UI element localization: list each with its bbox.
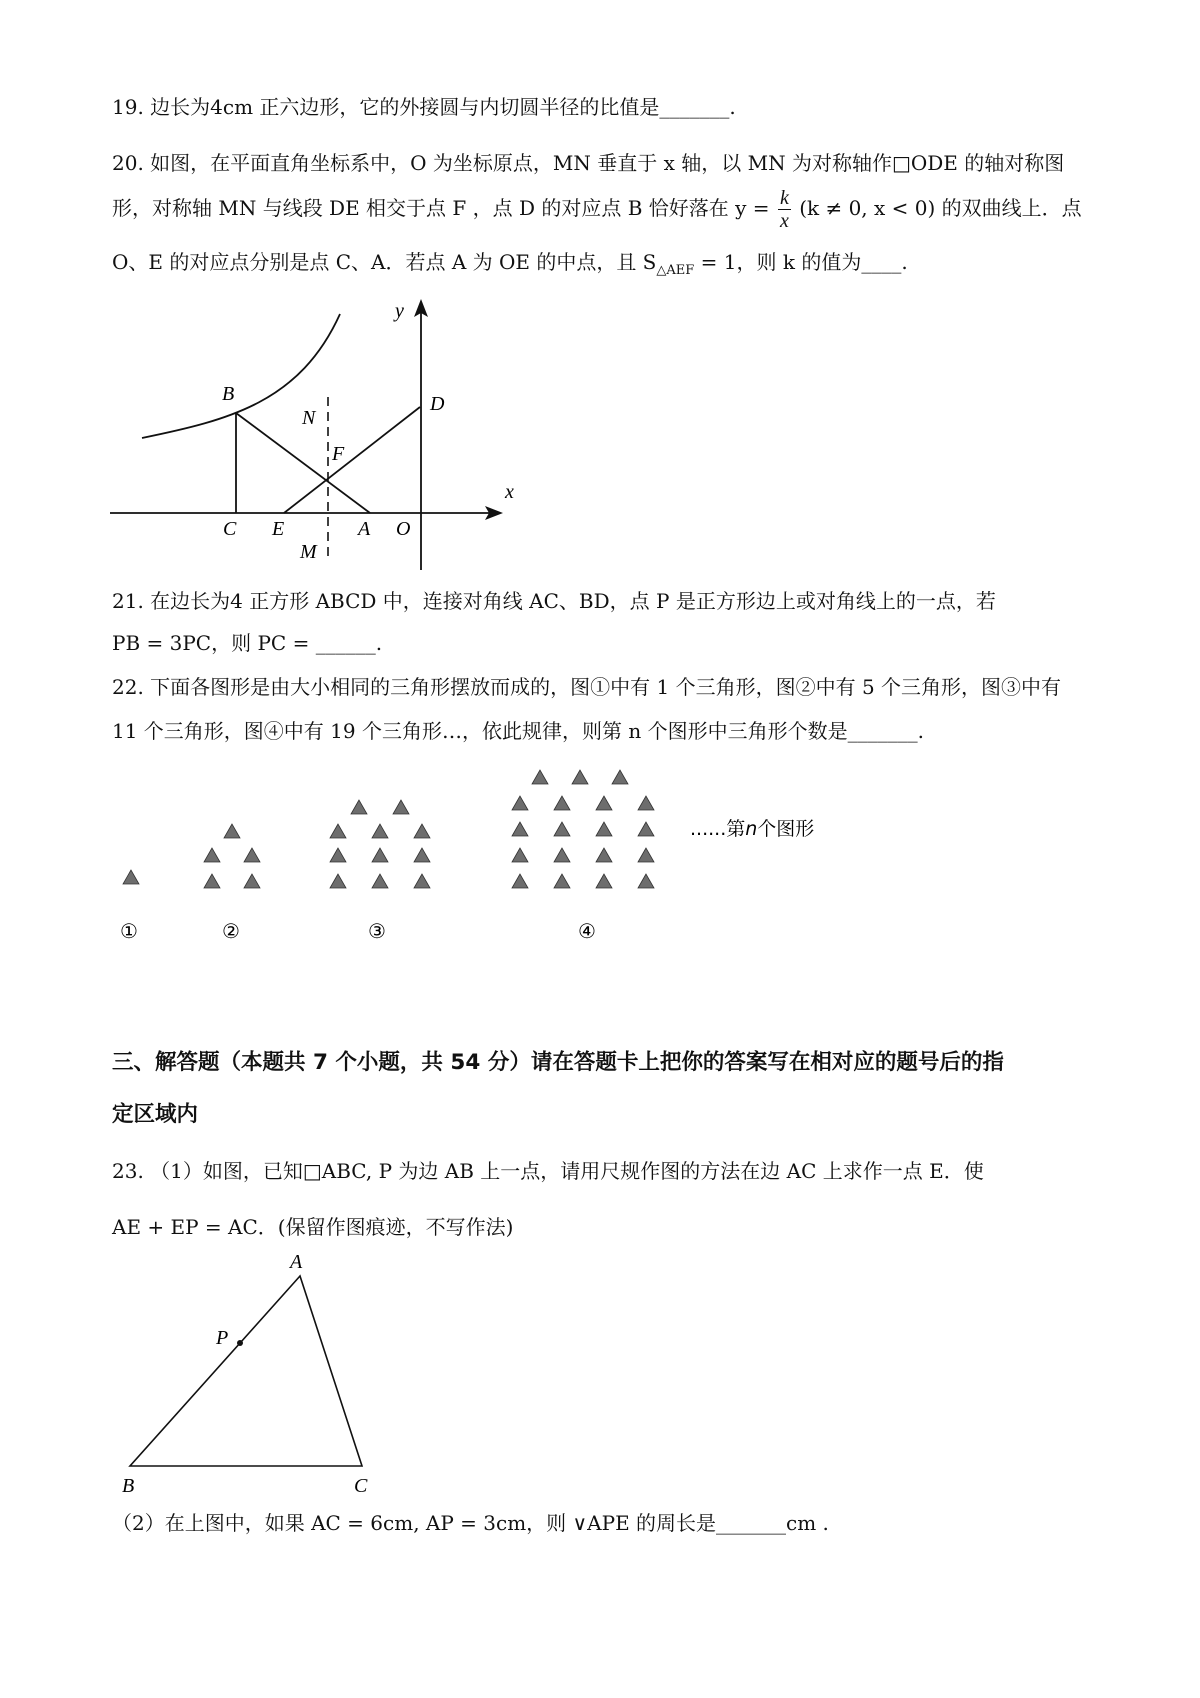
question-19: 19. 边长为4cm 正六边形，它的外接圆与内切圆半径的比值是_______. <box>112 95 736 119</box>
label-x: x <box>505 481 514 503</box>
nth-label-n: n <box>745 818 758 840</box>
figure-label-2: ② <box>222 919 240 943</box>
label-C-23: C <box>354 1475 368 1497</box>
triangle-area-subscript: △AEF <box>656 263 695 278</box>
label-F: F <box>332 443 345 465</box>
question-21-line-1: 21. 在边长为4 正方形 ABCD 中，连接对角线 AC、BD，点 P 是正方形边上或对角线上的一点，若 <box>112 589 996 613</box>
question-22-line-1: 22. 下面各图形是由大小相同的三角形摆放而成的，图①中有 1 个三角形，图②中有 5 个三角形，图③中有 <box>112 675 1062 699</box>
figure-label-3: ③ <box>368 919 386 943</box>
figure-label-4: ④ <box>578 919 596 943</box>
question-21-line-2: PB = 3PC，则 PC = ______. <box>112 631 383 655</box>
question-23-part-2: （2）在上图中，如果 AC = 6cm, AP = 3cm，则 ∨APE 的周长是_______cm . <box>112 1511 829 1535</box>
triangle-ABC-figure <box>110 1252 400 1502</box>
triangle-pattern-figure <box>0 760 900 960</box>
question-20-line-3 <box>112 247 908 286</box>
label-N: N <box>302 407 316 429</box>
nth-figure-label <box>690 818 814 840</box>
label-B: B <box>222 383 235 405</box>
question-20-line-2 <box>112 186 1082 230</box>
label-D: D <box>430 393 445 415</box>
fraction-denominator: x <box>779 210 789 232</box>
question-20-line-2-part-a: 形，对称轴 MN 与线段 DE 相交于点 F ，点 D 的对应点 B 恰好落在 y = <box>112 196 770 220</box>
question-22-line-2: 11 个三角形，图④中有 19 个三角形…，依此规律，则第 n 个图形中三角形个数是_______. <box>112 719 924 743</box>
figure-1-triangles <box>123 870 139 884</box>
nth-label-dots: ......第 <box>690 818 746 840</box>
fraction-numerator: k <box>779 187 789 209</box>
label-O: O <box>396 518 411 540</box>
question-20-line-1: 20. 如图，在平面直角坐标系中，O 为坐标原点，MN 垂直于 x 轴，以 MN 为对称轴作□ODE 的轴对称图 <box>112 151 1065 175</box>
figure-label-1: ① <box>120 919 138 943</box>
label-P-23: P <box>216 1327 229 1349</box>
figure-4-triangles <box>512 770 654 888</box>
section-3-heading-line-2: 定区域内 <box>112 1102 199 1127</box>
question-23-line-2: AE + EP = AC．(保留作图痕迹，不写作法) <box>112 1215 514 1239</box>
label-C: C <box>223 518 237 540</box>
label-M: M <box>300 541 317 563</box>
label-A-23: A <box>290 1252 303 1273</box>
figure-3-triangles <box>330 800 430 888</box>
question-20-line-3-part-a: O、E 的对应点分别是点 C、A．若点 A 为 OE 的中点，且 S <box>112 250 657 274</box>
nth-label-suffix: 个图形 <box>757 818 815 840</box>
question-23-line-1: 23. （1）如图，已知□ABC, P 为边 AB 上一点，请用尺规作图的方法在边 AC 上求作一点 E．使 <box>112 1159 984 1183</box>
section-3-heading-line-1: 三、解答题（本题共 7 个小题，共 54 分）请在答题卡上把你的答案写在相对应的题号后的指 <box>112 1050 1004 1075</box>
figure-2-triangles <box>204 824 260 888</box>
point-P <box>237 1340 243 1346</box>
question-20-line-3-part-b: = 1，则 k 的值为____. <box>694 250 908 274</box>
triangle-ABC <box>130 1276 362 1466</box>
label-y: y <box>395 300 404 322</box>
label-E: E <box>272 518 285 540</box>
fraction-k-over-x <box>778 187 791 232</box>
question-20-line-2-part-b: (k ≠ 0, x < 0) 的双曲线上．点 <box>799 196 1082 220</box>
label-B-23: B <box>122 1475 135 1497</box>
q20-coordinate-figure <box>100 292 560 622</box>
label-A: A <box>358 518 371 540</box>
